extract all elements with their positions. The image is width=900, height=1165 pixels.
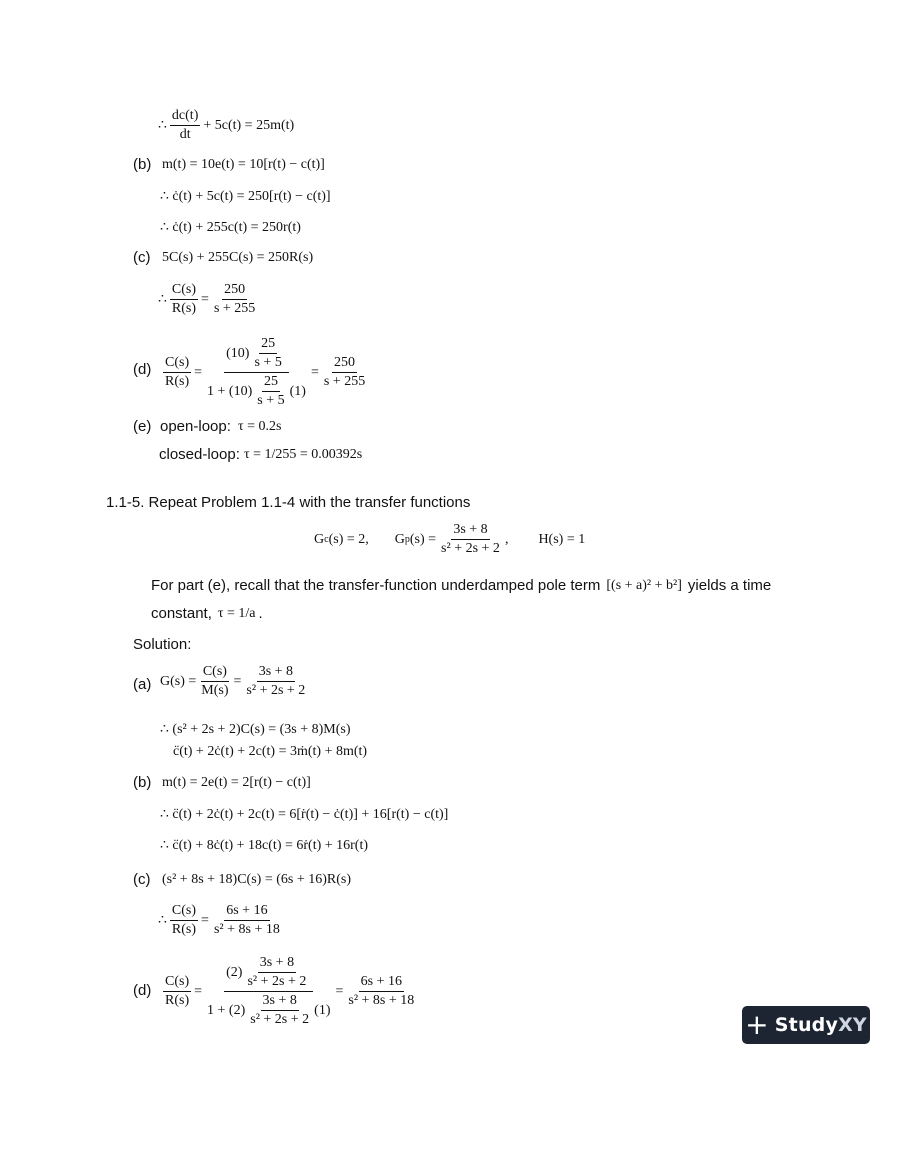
equation-2a-line3: c̈(t) + 2ċ(t) + 2c(t) = 3ṁ(t) + 8m(t)	[173, 744, 368, 759]
equation-b-line1: m(t) = 10e(t) = 10[r(t) − c(t)]	[162, 157, 325, 172]
equation-a-diff: ∴ $\frac{dc(t)}{dt}$ + 5c(t) = 25m(t)	[158, 108, 295, 143]
equation-2a-line2: ∴ (s² + 2s + 2)C(s) = (3s + 8)M(s)	[160, 722, 351, 737]
fraction-dc-dt: $\frac{dc(t)}{dt}$	[171, 108, 199, 143]
equation-2b-line1: m(t) = 2e(t) = 2[r(t) − c(t)]	[162, 775, 311, 790]
note-line-1: For part (e), recall that the transfer-function underdamped pole term [(s + a)² + b²] yields a time	[151, 577, 772, 594]
solution-heading: Solution:	[133, 636, 192, 653]
note-line-2: constant, τ = 1/a .	[151, 605, 263, 622]
part2-a-label: (a)	[133, 676, 152, 693]
part-b-label: (b)	[133, 156, 152, 173]
part2-c-label: (c)	[133, 871, 151, 888]
studyxy-logo: + Study XY	[742, 1006, 870, 1044]
closed-loop-tau: τ = 1/255 = 0.00392s	[244, 447, 363, 462]
given-transfer-functions: G c (s) = 2, G p (s) = $\frac{3s + 8}{\text{s² + 2s + 2}}$ , H(s) = 1	[314, 522, 586, 557]
part2-b-label: (b)	[133, 774, 152, 791]
closed-loop-label: closed-loop:	[159, 446, 240, 463]
equation-b-line3: ∴ ċ(t) + 255c(t) = 250r(t)	[160, 220, 301, 235]
plus-icon: +	[745, 1008, 769, 1041]
part-d-label: (d)	[133, 361, 152, 378]
equation-2b-line2: ∴ c̈(t) + 2ċ(t) + 2c(t) = 6[ṙ(t) − ċ(t)] + 16[r(t) − c(t)]	[160, 807, 449, 822]
equation-b-line2: ∴ ċ(t) + 5c(t) = 250[r(t) − c(t)]	[160, 189, 331, 204]
problem-heading: 1.1-5. Repeat Problem 1.1-4 with the transfer functions	[106, 494, 471, 511]
equation-2a-transfer: G(s) = $\frac{C(s)}{M(s)}$ = $\frac{3s + 8}{\text{s² + 2s + 2}}$	[160, 664, 306, 699]
part-c-label: (c)	[133, 249, 151, 266]
equation-2c-line1: (s² + 8s + 18)C(s) = (6s + 16)R(s)	[162, 872, 351, 887]
open-loop-label: open-loop:	[160, 418, 231, 435]
equation-c-transfer: ∴ $\frac{C(s)}{R(s)}$ = $\frac{250}{s + 255}$	[158, 282, 256, 317]
equation-2c-transfer: ∴ $\frac{C(s)}{R(s)}$ = $\frac{6s + 16}{\text{s² + 8s + 18}}$	[158, 903, 280, 938]
equation-d-closed-loop: $\frac{C(s)}{R(s)}$ = (10) $\frac{25}{s + 5}$ 1 + (10) $\frac{25}{s + 5}$ (1) = $\frac{250}{s + 255}$	[165, 336, 366, 409]
equation-c-line1: 5C(s) + 255C(s) = 250R(s)	[162, 250, 314, 265]
open-loop-tau: τ = 0.2s	[238, 419, 282, 434]
equation-2b-line3: ∴ c̈(t) + 8ċ(t) + 18c(t) = 6ṙ(t) + 16r(t)	[160, 838, 369, 853]
equation-2d-closed-loop: $\frac{C(s)}{R(s)}$ = (2) $\frac{3s + 8}{\text{s² + 2s + 2}}$ 1 + (2) $\frac{3s + 8}{\text{s² + 2s + 2}}$ (1) = $\frac{6s + 16}{\text{s² + 8s + 18}}$	[165, 955, 415, 1028]
part2-d-label: (d)	[133, 982, 152, 999]
part-e-label: (e)	[133, 418, 152, 435]
